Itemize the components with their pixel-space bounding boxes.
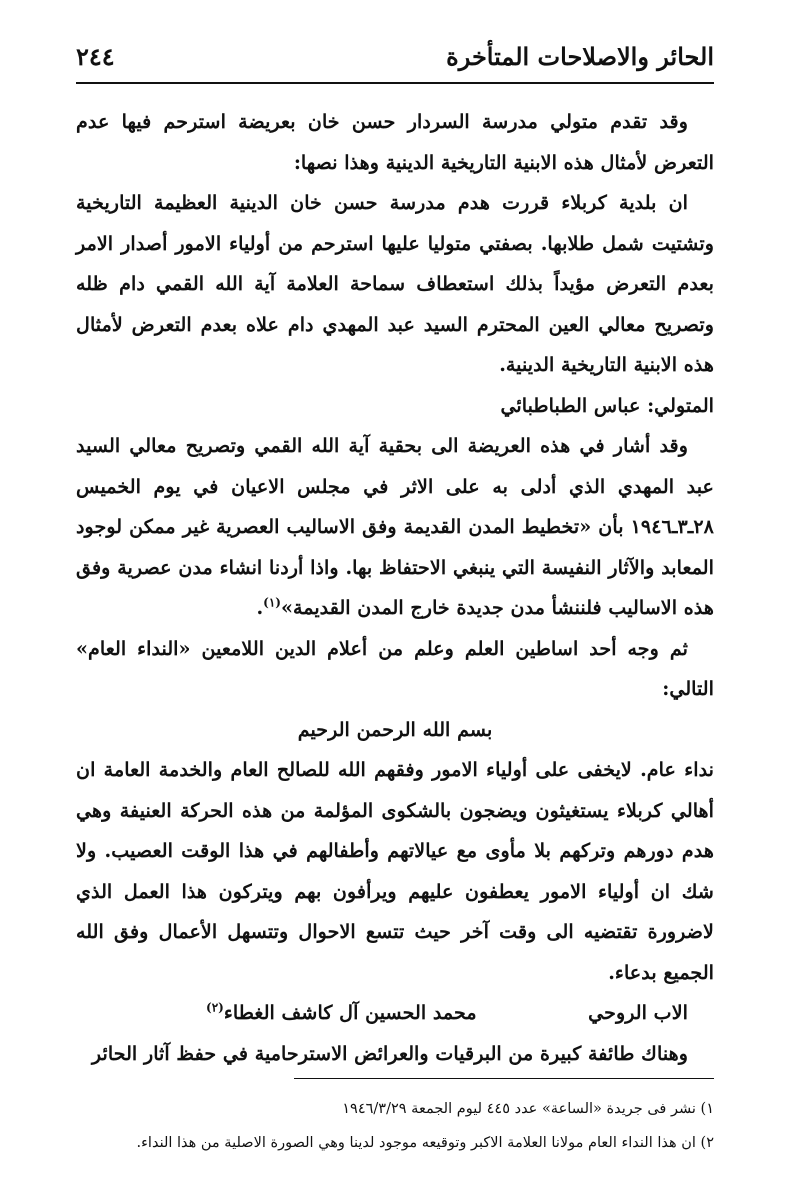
paragraph-signature-trustee: المتولي: عباس الطباطبائي [500,393,714,417]
footnote-ref-2: (٢) [206,1000,224,1015]
signature-line [76,993,714,1034]
signature-name: محمد الحسين آل كاشف الغطاء [223,1001,477,1024]
signature-title: الاب الروحي [588,1001,688,1024]
body-text [76,102,714,1074]
statement-end: . [256,596,264,619]
paragraph-public-call: نداء عام. لايخفى على أولياء الامور وفقهم الله للصالح العام والخدمة العامة ان أهالي كربلاء يستغيثون ويضجون بالشكوى المؤلمة من هذه الحركة العنيفة وهي هدم دورهم وتركهم بلا مأوى مع عيالاتهم وأطفالهم في هذا الوقت العصيب. ولا شك ان أولياء الامور يعطفون عليهم ويرأفون بهم ويتركون هذا العمل الذي لاضرورة تقتضيه الى وقت آخر حيث تتسع الاحوال وتتسهل الأعمال وفق الله الجميع بدعاء. [76,758,714,984]
page-number: ٢٤٤ [76,41,115,71]
statement-text: وقد أشار في هذه العريضة الى بحقية آية الله القمي وتصريح معالي السيد عبد المهدي الذي أدلى به على الاثر في مجلس الاعيان في يوم الخميس ٢٨ـ٣ـ١٩٤٦ بأن «تخطيط المدن القديمة وفق الاساليب العصرية غير ممكن لوجود المعابد والآثار النفيسة التي ينبغي الاحتفاظ بها. واذا أردنا انشاء مدن عصرية وفق هذه الاساليب فلننشأ مدن جديدة خارج المدن القديمة» [76,434,714,619]
signature-name-group [76,993,477,1034]
paragraph-statement [76,426,714,629]
paragraph-call-intro: ثم وجه أحد اساطين العلم وعلم من أعلام الدين اللامعين «النداء العام» التالي: [76,636,714,700]
paragraph-petition: ان بلدية كربلاء قررت هدم مدرسة حسن خان الدينية العظيمة التاريخية وتشتيت شمل طلابها. بصفتي متوليا عليها استرحم من أولياء الامور أصدار الامر بعدم التعرض مؤيداً بذلك استعطاف سماحة العلامة آية الله القمي دام ظله وتصريح معالي العين المحترم السيد عبد المهدي دام علاه بعدم التعرض لأمثال هذه الابنية التاريخية الدينية. [76,191,714,376]
header-title: الحائر والاصلاحات المتأخرة [446,41,714,71]
footnote-2: ٢) ان هذا النداء العام مولانا العلامة الاكبر وتوقيعه موجود لدينا وهي الصورة الاصلية من هذا النداء. [136,1135,714,1151]
footnote-ref-1: (١) [263,595,281,610]
paragraph-intro: وقد تقدم متولي مدرسة السردار حسن خان بعريضة استرحم فيها عدم التعرض لأمثال هذه الابنية التاريخية الدينية وهذا نصها: [76,110,714,174]
paragraph-closing: وهناك طائفة كبيرة من البرقيات والعرائض الاسترحامية في حفظ آثار الحائر [91,1041,688,1065]
running-header [76,36,714,76]
footnotes [76,1092,714,1160]
footnote-1: ١) نشر فى جريدة «الساعة» عدد ٤٤٥ ليوم الجمعة ١٩٤٦/٣/٢٩ [342,1101,714,1117]
footnote-rule [294,1078,714,1079]
header-rule [76,82,714,84]
basmala: بسم الله الرحمن الرحيم [297,717,493,741]
